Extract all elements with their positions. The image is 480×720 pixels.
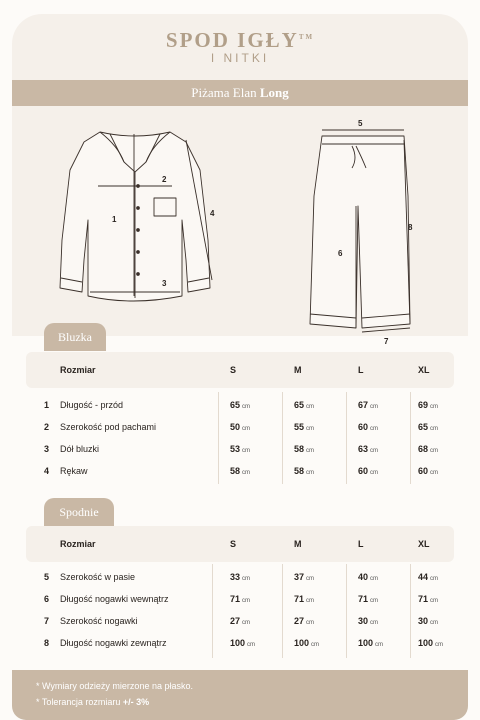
brand-tm: TM xyxy=(298,33,315,41)
value-l: 30 cm xyxy=(358,616,379,626)
header-size-m: M xyxy=(294,365,302,375)
value-xl: 68 cm xyxy=(418,444,439,454)
table-row xyxy=(26,460,454,482)
value-xl: 69 cm xyxy=(418,400,439,410)
value-m: 27 cm xyxy=(294,616,315,626)
value-s: 50 cm xyxy=(230,422,251,432)
brand-name: SPOD IGŁY xyxy=(165,28,299,52)
shirt-drawing xyxy=(60,132,210,301)
row-number: 7 xyxy=(44,616,50,626)
row-number: 6 xyxy=(44,594,50,604)
value-l: 60 cm xyxy=(358,422,379,432)
value-s: 71 cm xyxy=(230,594,251,604)
brand-sub: I NITKI xyxy=(210,51,270,65)
value-xl: 71 cm xyxy=(418,594,439,604)
footer-notes xyxy=(12,670,468,720)
row-number: 3 xyxy=(44,444,50,454)
table-header xyxy=(26,526,454,562)
row-label: Szerokość pod pachami xyxy=(60,422,157,432)
value-xl: 30 cm xyxy=(418,616,439,626)
value-l: 71 cm xyxy=(358,594,379,604)
product-title-regular: Piżama Elan xyxy=(191,85,257,100)
row-number: 5 xyxy=(44,572,50,582)
value-l: 63 cm xyxy=(358,444,379,454)
row-label: Długość nogawki zewnątrz xyxy=(60,638,167,648)
label-1: 1 xyxy=(112,215,117,224)
header-size-l: L xyxy=(358,539,364,549)
row-label: Szerokość nogawki xyxy=(60,616,138,626)
row-number: 4 xyxy=(44,466,50,476)
row-label: Długość nogawki wewnątrz xyxy=(60,594,169,604)
row-label: Rękaw xyxy=(60,466,88,476)
value-xl: 60 cm xyxy=(418,466,439,476)
label-3: 3 xyxy=(162,279,167,288)
value-l: 67 cm xyxy=(358,400,379,410)
note-tolerance: * Tolerancja rozmiaru +/- 3% xyxy=(36,697,150,707)
value-xl: 44 cm xyxy=(418,572,439,582)
header-size-label: Rozmiar xyxy=(60,365,96,375)
value-m: 37 cm xyxy=(294,572,315,582)
value-m: 65 cm xyxy=(294,400,315,410)
table-header xyxy=(26,352,454,388)
row-number: 1 xyxy=(44,400,50,410)
pants-drawing xyxy=(310,136,410,328)
value-xl: 100 cm xyxy=(418,638,444,648)
label-7: 7 xyxy=(384,337,389,346)
table-row xyxy=(26,588,454,610)
header-size-xl: XL xyxy=(418,539,430,549)
label-6: 6 xyxy=(338,249,343,258)
tab-bluzka: Bluzka xyxy=(44,323,106,351)
header-size-label: Rozmiar xyxy=(60,539,96,549)
table-row xyxy=(26,632,454,654)
row-number: 2 xyxy=(44,422,50,432)
value-s: 27 cm xyxy=(230,616,251,626)
value-s: 53 cm xyxy=(230,444,251,454)
tab-spodnie: Spodnie xyxy=(44,498,114,526)
value-m: 71 cm xyxy=(294,594,315,604)
value-l: 40 cm xyxy=(358,572,379,582)
header-size-s: S xyxy=(230,365,237,375)
table-row xyxy=(26,438,454,460)
table-row xyxy=(26,394,454,416)
value-xl: 65 cm xyxy=(418,422,439,432)
label-4: 4 xyxy=(210,209,215,218)
table-row xyxy=(26,566,454,588)
header-size-s: S xyxy=(230,539,237,549)
spodnie-size-table xyxy=(26,526,454,660)
value-m: 100 cm xyxy=(294,638,320,648)
value-s: 100 cm xyxy=(230,638,256,648)
header-size-xl: XL xyxy=(418,365,430,375)
table-row xyxy=(26,416,454,438)
value-m: 58 cm xyxy=(294,466,315,476)
label-2: 2 xyxy=(162,175,167,184)
value-s: 65 cm xyxy=(230,400,251,410)
value-m: 55 cm xyxy=(294,422,315,432)
table-row xyxy=(26,610,454,632)
value-s: 58 cm xyxy=(230,466,251,476)
product-title-bold: Long xyxy=(259,85,289,100)
header-size-l: L xyxy=(358,365,364,375)
row-number: 8 xyxy=(44,638,50,648)
label-5: 5 xyxy=(358,119,363,128)
row-label: Długość - przód xyxy=(60,400,124,410)
brand-logo xyxy=(0,28,480,65)
header-size-m: M xyxy=(294,539,302,549)
value-l: 60 cm xyxy=(358,466,379,476)
label-8: 8 xyxy=(408,223,413,232)
bluzka-size-table xyxy=(26,352,454,488)
note-flat-measure: * Wymiary odzieży mierzone na płasko. xyxy=(36,681,193,691)
row-label: Dół bluzki xyxy=(60,444,100,454)
value-l: 100 cm xyxy=(358,638,384,648)
value-s: 33 cm xyxy=(230,572,251,582)
row-label: Szerokość w pasie xyxy=(60,572,136,582)
product-title xyxy=(191,85,289,101)
product-banner xyxy=(12,80,468,106)
value-m: 58 cm xyxy=(294,444,315,454)
